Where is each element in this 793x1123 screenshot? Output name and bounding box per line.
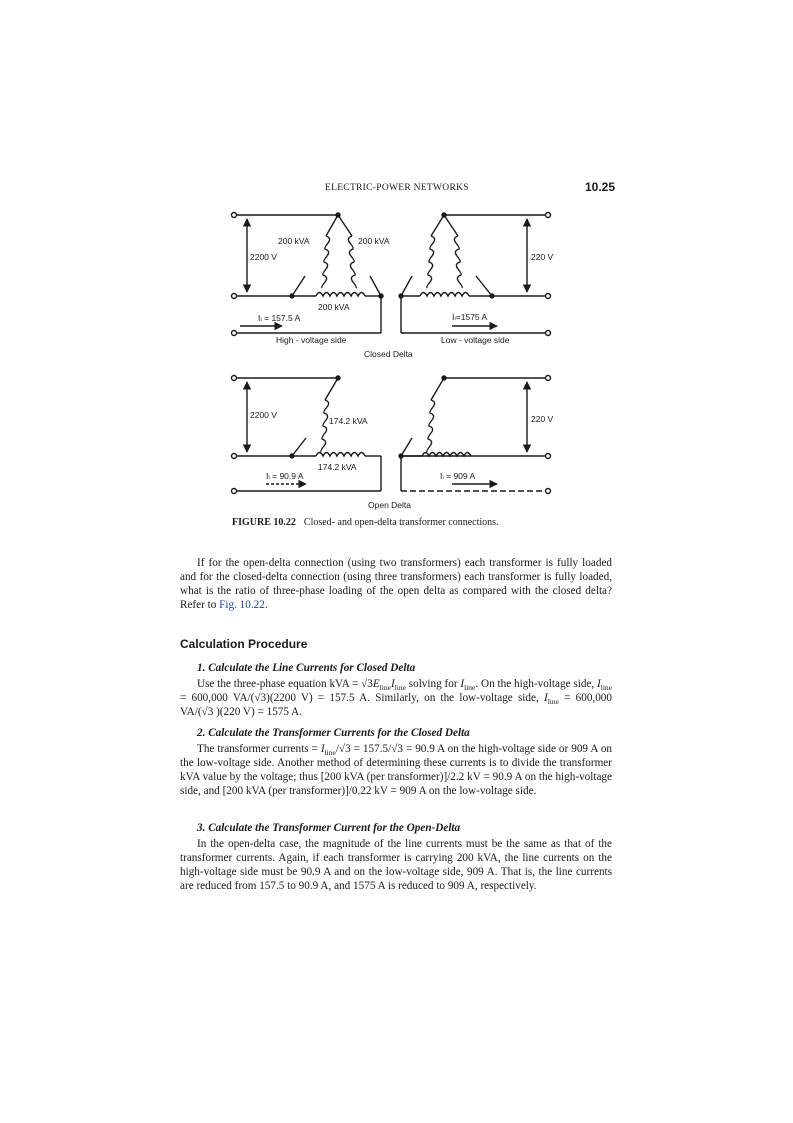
- open-delta-title: Open Delta: [368, 500, 411, 510]
- closed-lv-voltage: 220 V: [531, 252, 554, 262]
- closed-delta-title: Closed Delta: [364, 349, 413, 359]
- open-kva-diagonal: 174.2 kVA: [329, 416, 368, 426]
- open-hv-current: Iₗ = 90.9 A: [266, 471, 304, 481]
- step1-heading: 1. Calculate the Line Currents for Closed Delta: [197, 662, 416, 674]
- closed-lv-side-label: Low - voltage side: [441, 335, 510, 345]
- figure-caption-label: FIGURE 10.22: [232, 517, 296, 528]
- step1-text: = 600,000 VA/(√3 )(220 V) = 1575 A.: [180, 692, 612, 718]
- step1-var: I: [597, 678, 601, 690]
- closed-lv-current: Iₗ=1575 A: [452, 312, 488, 322]
- step1-paragraph: [180, 677, 612, 719]
- closed-hv-side-label: High - voltage side: [276, 335, 347, 345]
- step1-sub: line: [379, 683, 391, 693]
- closed-hv-current: Iₗ = 157.5 A: [258, 313, 301, 323]
- figure-reference-link[interactable]: Fig. 10.22.: [219, 599, 268, 611]
- step1-sub: line: [547, 697, 559, 707]
- closed-hv-voltage: 2200 V: [250, 252, 277, 262]
- figure-caption-text: Closed- and open-delta transformer connections.: [303, 517, 499, 528]
- step2-sub: line: [324, 748, 336, 758]
- step2-text: The transformer currents =: [197, 743, 321, 755]
- step1-var: I: [543, 692, 548, 704]
- step1-sub: line: [600, 683, 612, 693]
- step2-heading: 2. Calculate the Transformer Currents for the Closed Delta: [197, 727, 470, 739]
- open-lv-current: Iₗ = 909 A: [440, 471, 476, 481]
- step1-var: E: [372, 678, 380, 690]
- closed-kva-left: 200 kVA: [278, 236, 310, 246]
- step1-sub: line: [394, 683, 406, 693]
- open-kva-bottom: 174.2 kVA: [318, 462, 357, 472]
- section-heading: Calculation Procedure: [180, 637, 308, 651]
- transformer-diagram: [0, 0, 793, 520]
- open-lv-voltage: 220 V: [531, 414, 554, 424]
- running-header: ELECTRIC-POWER NETWORKS: [325, 183, 469, 193]
- open-delta-lv-wiring: [401, 376, 551, 494]
- open-delta-hv-wiring: [232, 376, 382, 494]
- step1-var: I: [390, 678, 395, 690]
- step1-text: . On the high-voltage side,: [475, 678, 598, 690]
- step1-text: Use the three-phase equation kVA = √3: [197, 678, 373, 690]
- figure-caption: [232, 517, 499, 528]
- intro-text: If for the open-delta connection (using two transformers) each transformer is fully loaded and for the closed-delta connection (using three transformers) each transformer is fully loaded, what is the ratio of three-phase loading of the open delta as compared with the closed delta? Refer to: [180, 557, 612, 611]
- step3-heading: 3. Calculate the Transformer Current for the Open-Delta: [197, 822, 461, 834]
- closed-delta-hv-wiring: [232, 213, 382, 336]
- open-hv-voltage: 2200 V: [250, 410, 277, 420]
- closed-kva-bottom: 200 kVA: [318, 302, 350, 312]
- page-number: 10.25: [585, 180, 616, 194]
- step2-text: /√3 = 157.5/√3 = 90.9 A on the high-voltage side or 909 A on the low-voltage side. Another method of determining these currents is to divide the transformer kVA value by the voltage; thus [200 kVA (per transformer)]/2.2 kV = 90.9 A on the high-voltage side, and [200 kVA (per transformer)]/0.22 kV = 909 A on the low-voltage side.: [180, 743, 613, 797]
- step2-paragraph: [180, 742, 612, 798]
- step1-var: I: [460, 678, 465, 690]
- step2-var: I: [320, 743, 325, 755]
- step3-paragraph: In the open-delta case, the magnitude of the line currents must be the same as that of the transformer currents. Again, if each transformer is carrying 200 kVA, the line currents on the high-voltage side must be 90.9 A and on the low-voltage side, 909 A. That is, the line currents are reduced from 157.5 to 90.9 A, and 1575 A is reduced to 909 A, respectively.: [180, 838, 612, 892]
- step1-text: solving for: [405, 678, 461, 690]
- step1-sub: line: [464, 683, 476, 693]
- closed-kva-right: 200 kVA: [358, 236, 390, 246]
- step1-text: = 600,000 VA/(√3)(2200 V) = 157.5 A. Similarly, on the low-voltage side,: [180, 692, 544, 704]
- intro-paragraph: [180, 556, 612, 612]
